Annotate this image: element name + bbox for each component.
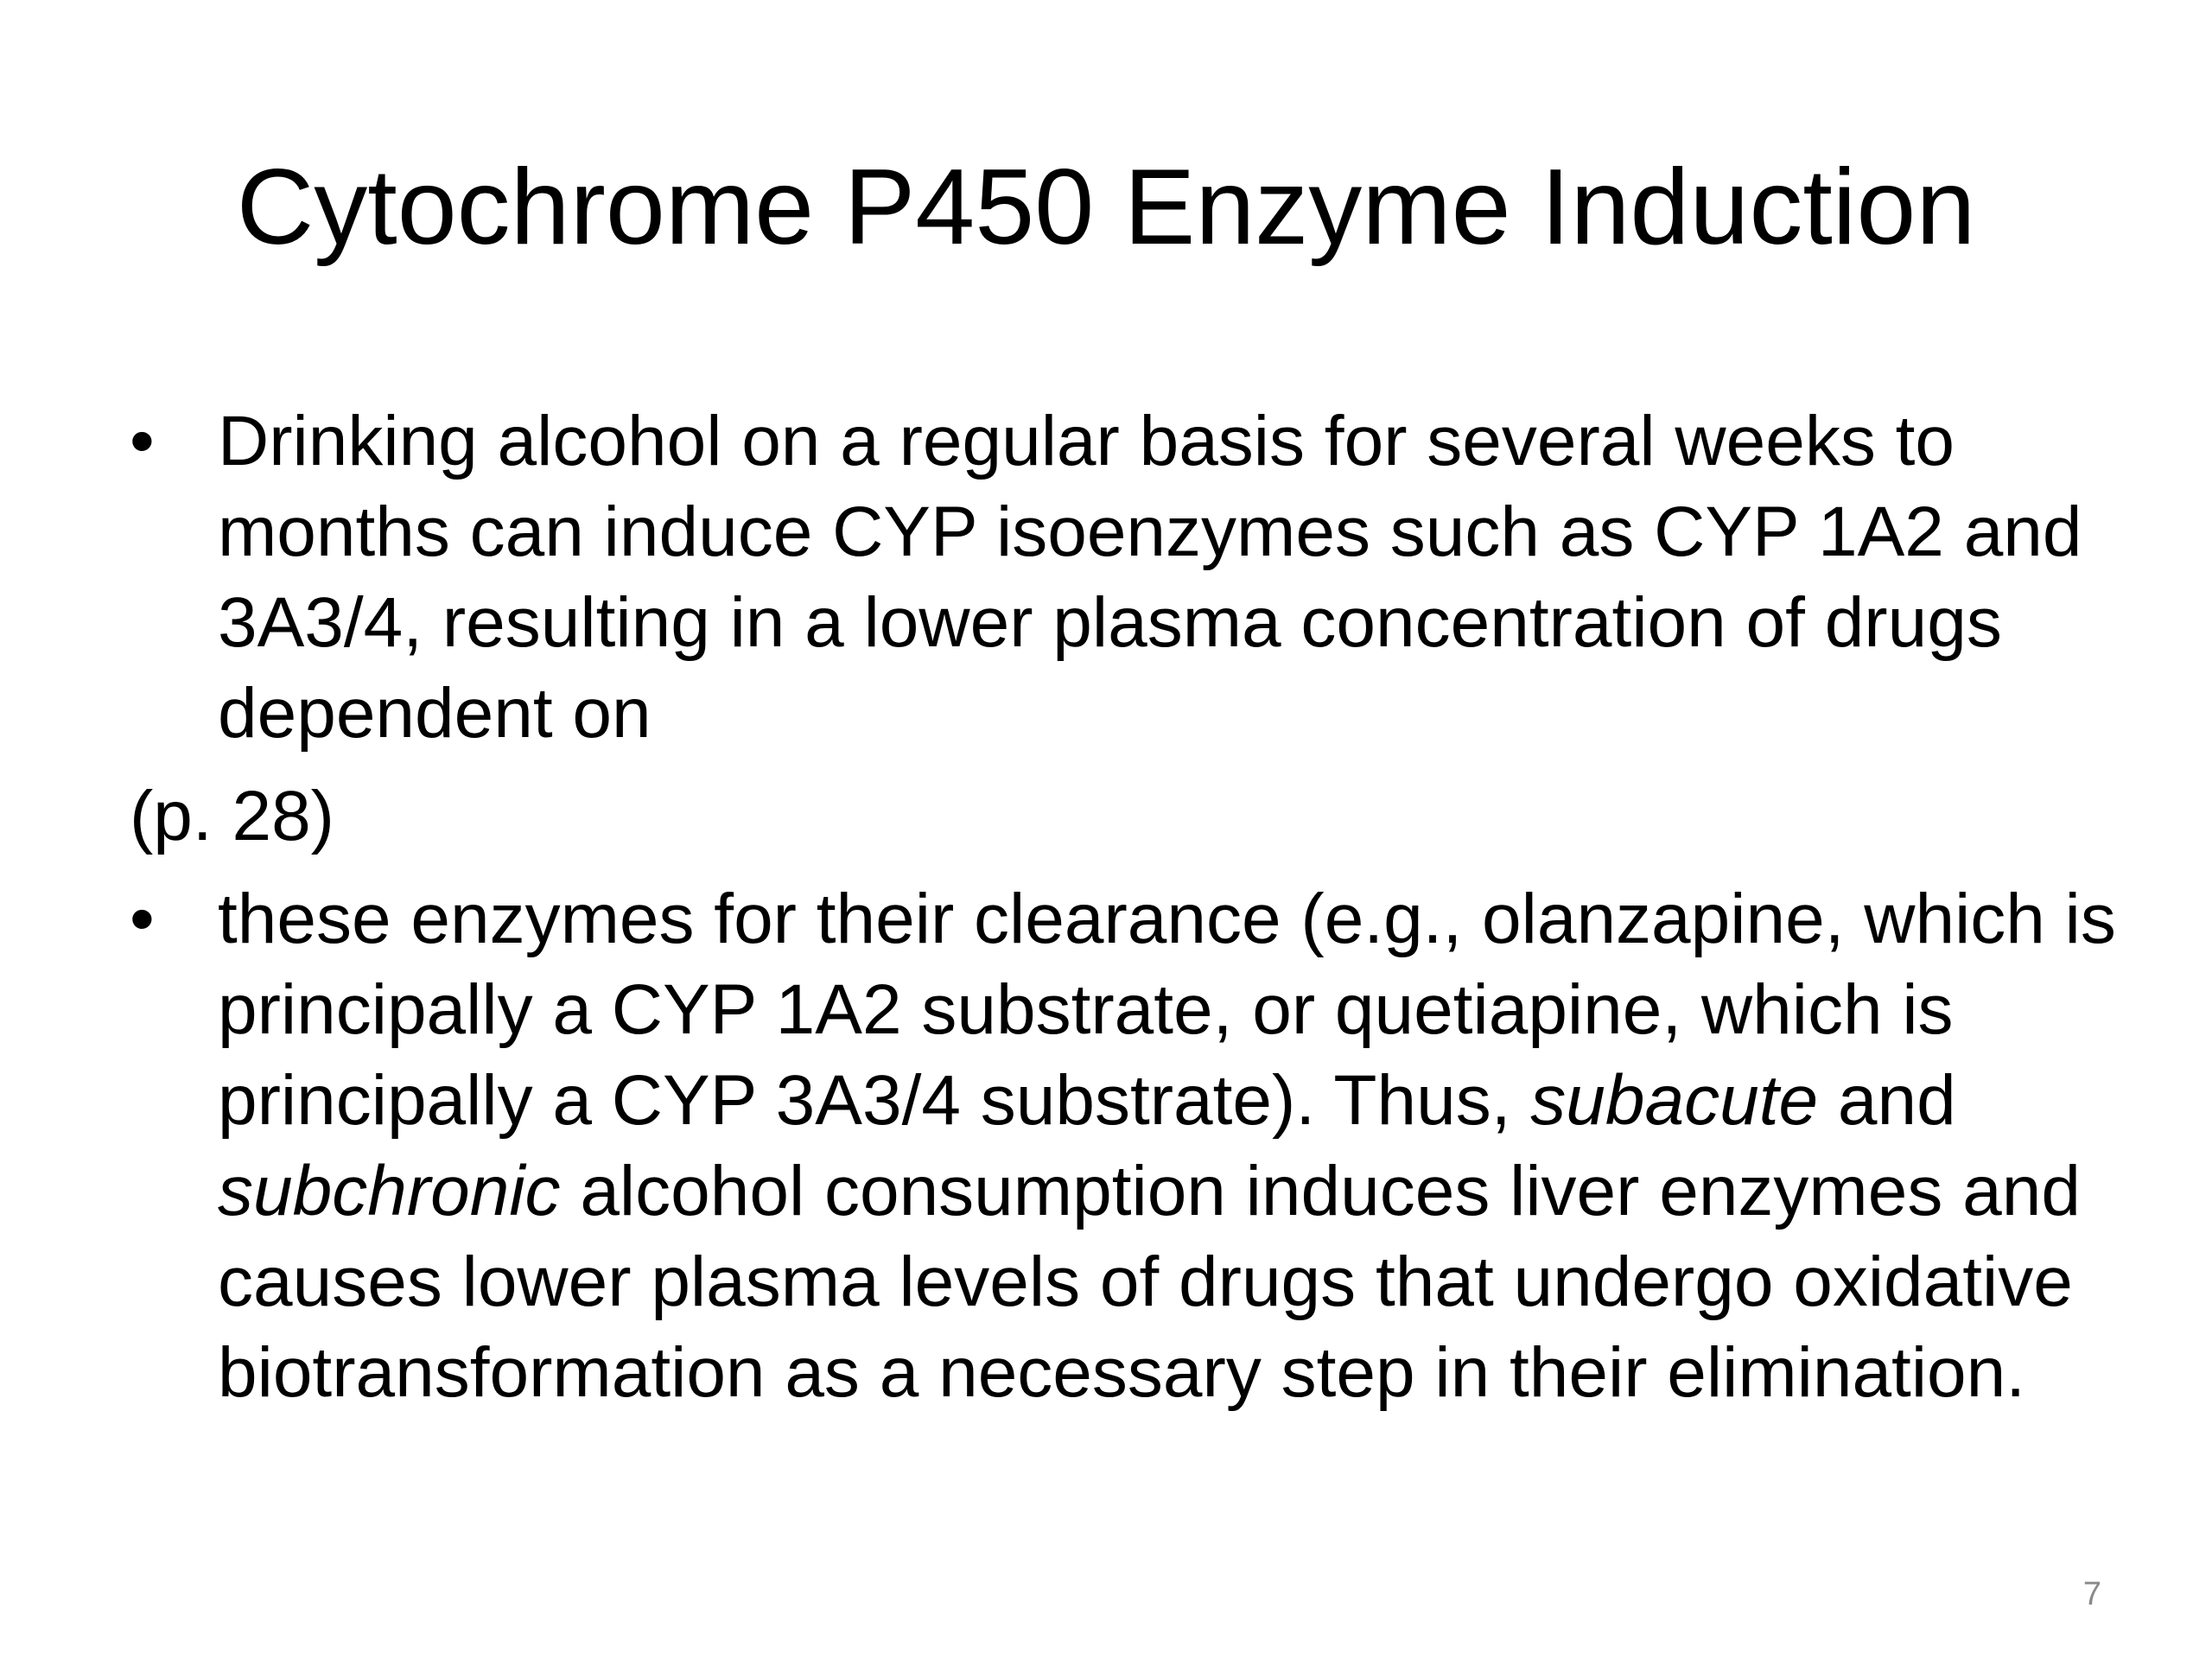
bullet-1-text: Drinking alcohol on a regular basis for several weeks to months can induce CYP isoenzymes such as CYP 1A2 and 3A3/4, resulting in a lower plasma concentration of drugs dependent on bbox=[218, 402, 2082, 753]
bullet-2-text-part1: these enzymes for their clearance (e.g., olanzapine, which is principally a CYP 1A2 substrate, or quetiapine, which is principally a CYP 3A3/4 substrate). Thus, bbox=[218, 880, 2116, 1140]
bullet-2-text-part2: and bbox=[1818, 1061, 1956, 1140]
page-reference: (p. 28) bbox=[130, 777, 334, 855]
slide-title: Cytochrome P450 Enzyme Induction bbox=[236, 148, 1976, 267]
bullet-2-italic-subchronic: subchronic bbox=[218, 1152, 561, 1230]
slide-number: 7 bbox=[2082, 1576, 2101, 1612]
bullet-item-1 bbox=[130, 396, 2143, 759]
bullet-marker: • bbox=[130, 880, 155, 958]
bullet-2-text-part3: alcohol consumption induces liver enzymes and causes lower plasma levels of drugs that undergo oxidative biotransformation as a necessary step in their elimination. bbox=[218, 1152, 2081, 1412]
bullet-2-italic-subacute: subacute bbox=[1530, 1061, 1819, 1140]
slide-body bbox=[130, 396, 2143, 1418]
bullet-marker: • bbox=[130, 402, 155, 480]
bullet-item-2 bbox=[130, 874, 2143, 1418]
